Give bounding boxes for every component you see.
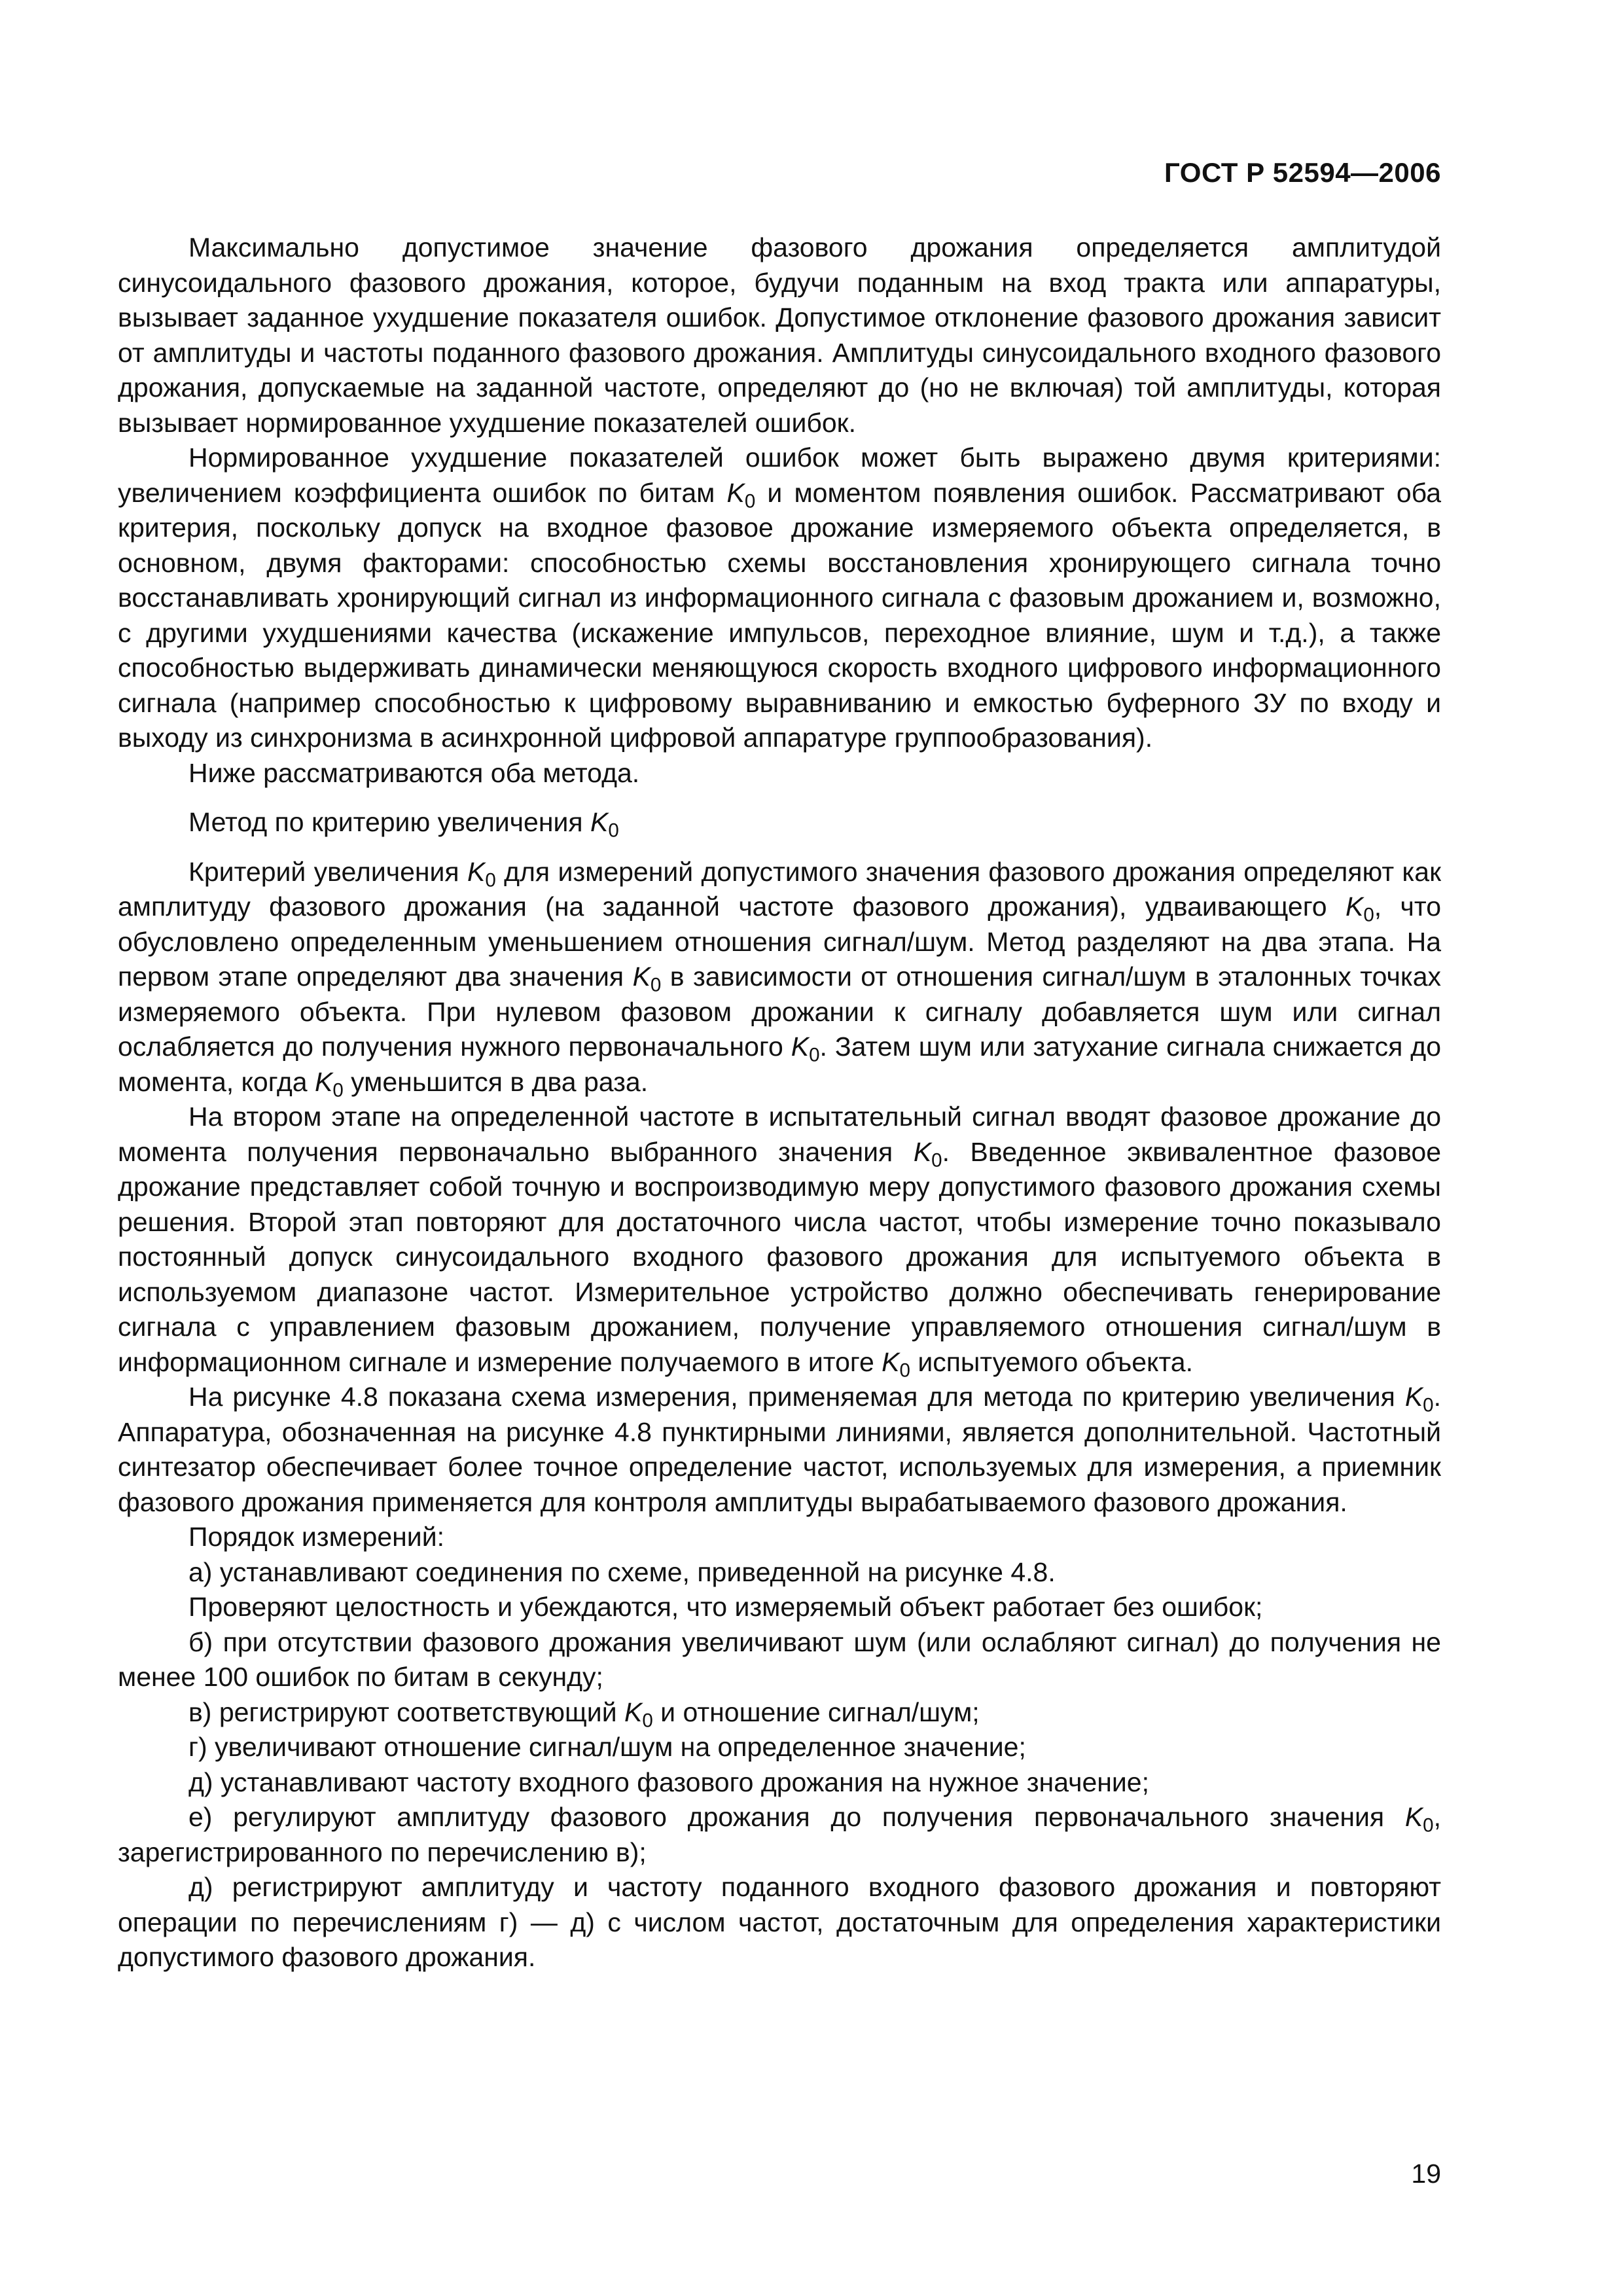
text-run: Порядок измерений:	[188, 1522, 445, 1552]
k0-subscript: 0	[1363, 904, 1374, 926]
k0-letter: K	[913, 1136, 932, 1167]
text-run: Проверяют целостность и убеждаются, что измеряемый объект работает без ошибок;	[188, 1592, 1263, 1622]
paragraph	[118, 1765, 1441, 1801]
text-run: д) устанавливают частоту входного фазового дрожания на нужное значение;	[188, 1767, 1149, 1797]
k0-subscript: 0	[744, 490, 756, 512]
text-run: в зависимости от отношения сигнал/шум в эталонных точках измеряемого объекта. При нулевом фазовом дрожании к сигналу добавляется шум или сигнал ослабляется до получения нужного первоначального	[118, 961, 1442, 1062]
k0-symbol	[1345, 891, 1374, 926]
k0-subscript: 0	[1423, 1814, 1434, 1837]
k0-symbol	[791, 1031, 820, 1066]
paragraph	[118, 440, 1441, 756]
text-run: . Затем шум или затухание сигнала снижается до момента, когда	[118, 1031, 1442, 1097]
paragraph	[118, 1590, 1441, 1625]
k0-symbol	[882, 1346, 910, 1381]
text-run: Нормированное ухудшение показателей ошибок может быть выражено двумя критериями: увеличением коэффициента ошибок по битам	[118, 442, 1441, 508]
text-run: и моментом появления ошибок. Рассматривают оба критерия, поскольку допуск на входное фазовое дрожание измеряемого объекта определяется, в основном, двумя факторами: способностью схемы восстановления хронирующего сигнала точно восстанавливать хронирующий сигнал из информационного сигнала с фазовым дрожанием и, возможно, с другими ухудшениями качества (искажение импульсов, переходное влияние, шум и т.д.), а также способностью выдерживать динамически меняющуюся скорость входного цифрового информационного сигнала (например способностью к цифровому выравниванию и емкостью буферного ЗУ по входу и выходу из синхронизма в асинхронной цифровой аппаратуре группообразования).	[118, 477, 1441, 753]
text-run: . Введенное эквивалентное фазовое дрожание представляет собой точную и воспроизводимую меру допустимого фазового дрожания схемы решения. Второй этап повторяют для достаточного числа частот, чтобы измерение точно показывало постоянный допуск синусоидального входного фазового дрожания для испытуемого объекта в используемом диапазоне частот. Измерительное устройство должно обеспечивать генерирование сигнала с управлением фазовым дрожанием, получение управляемого отношения сигнал/шум в информационном сигнале и измерение получаемого в итоге	[118, 1136, 1442, 1377]
paragraph	[118, 756, 1441, 791]
paragraph	[118, 1380, 1441, 1520]
k0-symbol	[467, 856, 496, 891]
k0-symbol	[314, 1066, 344, 1101]
k0-symbol	[913, 1136, 942, 1171]
k0-letter: K	[882, 1346, 900, 1377]
k0-subscript: 0	[899, 1359, 910, 1381]
k0-subscript: 0	[1423, 1394, 1434, 1416]
text-run: е) регулируют амплитуду фазового дрожания до получения первоначального значения	[188, 1802, 1405, 1832]
text-run: Максимально допустимое значение фазового дрожания определяется амплитудой синусоидального фазового дрожания, которое, будучи поданным на вход тракта или аппаратуры, вызывает заданное ухудшение показателя ошибок. Допустимое отклонение фазового дрожания зависит от амплитуды и частоты поданного фазового дрожания. Амплитуды синусоидального входного фазового дрожания, допускаемые на заданной частоте, определяют до (но не включая) той амплитуды, которая вызывает нормированное ухудшение показателей ошибок.	[118, 232, 1441, 438]
paragraph	[118, 1555, 1441, 1590]
k0-subscript: 0	[809, 1044, 820, 1066]
paragraph	[118, 1730, 1441, 1765]
page-number: 19	[1411, 2159, 1441, 2189]
k0-subscript: 0	[485, 869, 496, 891]
paragraph	[118, 1625, 1441, 1695]
paragraph	[118, 855, 1441, 1100]
k0-symbol	[590, 807, 619, 842]
k0-letter: K	[791, 1031, 810, 1062]
text-run: г) увеличивают отношение сигнал/шум на определенное значение;	[188, 1732, 1026, 1762]
text-run: На рисунке 4.8 показана схема измерения, применяемая для метода по критерию увеличения	[188, 1382, 1405, 1412]
text-run: , зарегистрированного по перечислению в);	[118, 1802, 1441, 1867]
text-run: д) регистрируют амплитуду и частоту поданного входного фазового дрожания и повторяют операции по перечислениям г) — д) с числом частот, достаточным для определения характеристики допустимого фазового дрожания.	[118, 1872, 1441, 1972]
paragraph	[118, 1520, 1441, 1555]
text-run: б) при отсутствии фазового дрожания увеличивают шум (или ослабляют сигнал) до получения не менее 100 ошибок по битам в секунду;	[118, 1626, 1441, 1692]
k0-subscript: 0	[332, 1079, 344, 1101]
paragraph	[118, 1100, 1441, 1380]
k0-letter: K	[726, 477, 745, 508]
paragraph	[118, 1695, 1441, 1731]
k0-letter: K	[590, 807, 609, 837]
text-run: Ниже рассматриваются оба метода.	[188, 757, 640, 788]
text-run: испытуемого объекта.	[910, 1346, 1193, 1377]
k0-subscript: 0	[608, 819, 619, 842]
k0-letter: K	[1404, 1802, 1423, 1832]
k0-subscript: 0	[931, 1149, 942, 1171]
text-run: Критерий увеличения	[188, 856, 467, 887]
text-run: На втором этапе на определенной частоте в испытательный сигнал вводят фазовое дрожание до момента получения первоначально выбранного значения	[118, 1102, 1441, 1167]
k0-symbol	[632, 961, 662, 996]
text-run: , что обусловлено определенным уменьшением отношения сигнал/шум. Метод разделяют на два этапа. На первом этапе определяют два значения	[118, 891, 1441, 992]
k0-subscript: 0	[642, 1709, 653, 1731]
text-run: в) регистрируют соответствующий	[188, 1696, 624, 1727]
k0-symbol	[1404, 1802, 1434, 1837]
text-run: для измерений допустимого значения фазового дрожания определяют как амплитуду фазового дрожания (на заданной частоте фазового дрожания), удваивающего	[118, 856, 1442, 922]
text-run: и отношение сигнал/шум;	[652, 1696, 980, 1727]
k0-letter: K	[314, 1066, 333, 1097]
document-body	[118, 230, 1441, 1975]
document-header: ГОСТ Р 52594—2006	[1164, 157, 1441, 188]
text-run: уменьшится в два раза.	[343, 1066, 649, 1097]
k0-letter: K	[1345, 891, 1364, 922]
text-run: Метод по критерию увеличения	[188, 807, 590, 837]
k0-symbol	[1404, 1382, 1434, 1416]
text-run: а) устанавливают соединения по схеме, приведенной на рисунке 4.8.	[188, 1556, 1056, 1587]
k0-letter: K	[632, 961, 651, 992]
k0-subscript: 0	[650, 974, 662, 996]
k0-letter: K	[1404, 1382, 1423, 1412]
paragraph	[118, 1800, 1441, 1870]
k0-letter: K	[624, 1696, 643, 1727]
paragraph	[118, 230, 1441, 440]
text-run: . Аппаратура, обозначенная на рисунке 4.8 пунктирными линиями, является дополнительной. Частотный синтезатор обеспечивает более точное определение частот, используемых для измерения, а приемник фазового дрожания применяется для контроля амплитуды вырабатываемого фазового дрожания.	[118, 1382, 1441, 1517]
k0-letter: K	[467, 856, 486, 887]
k0-symbol	[624, 1696, 653, 1731]
paragraph	[118, 1870, 1441, 1975]
paragraph	[118, 805, 1441, 840]
k0-symbol	[726, 477, 756, 512]
